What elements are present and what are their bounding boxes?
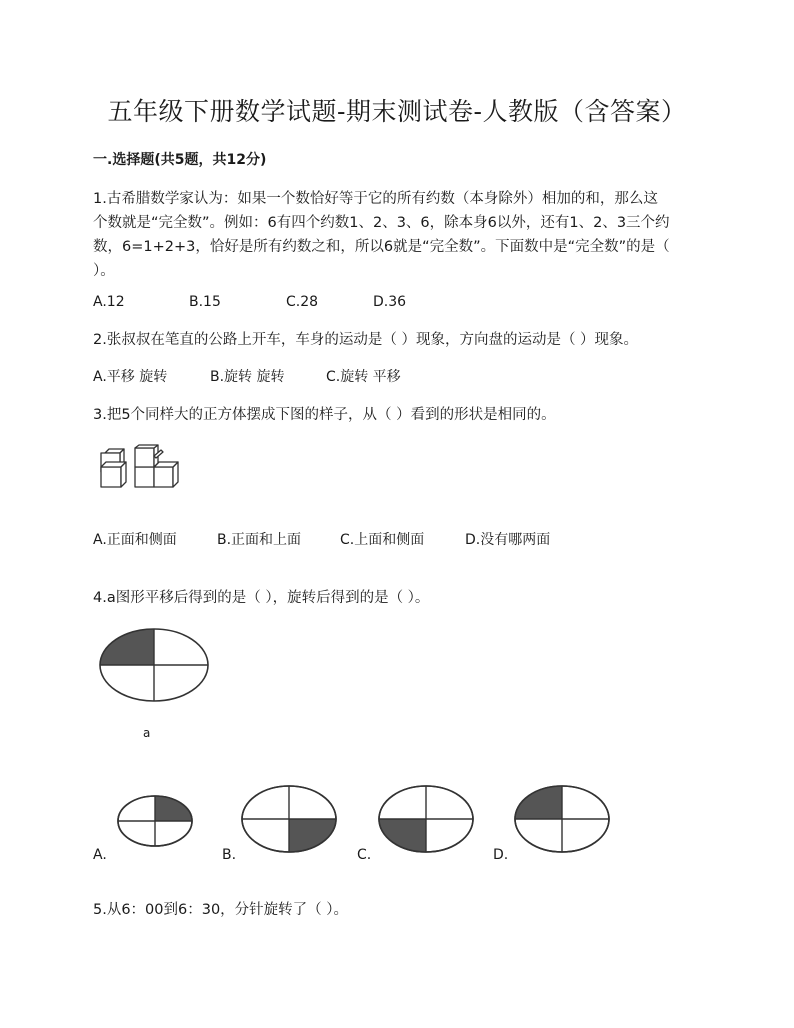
ellipse-option-b [241, 785, 341, 855]
q1-option-b: B.15 [189, 294, 221, 310]
ellipse-figure-a [99, 627, 211, 703]
cube-stack-figure [99, 448, 189, 490]
q1-option-d: D.36 [373, 294, 407, 310]
question-3-text: 3.把5个同样大的正方体摆成下图的样子，从（ ）看到的形状是相同的。 [93, 407, 556, 423]
q4-option-c-label: C. [357, 847, 372, 863]
ellipse-option-d [514, 785, 614, 855]
question-1-line-4: ）。 [93, 263, 115, 279]
question-4-text: 4.a图形平移后得到的是（ ），旋转后得到的是（ ）。 [93, 590, 430, 606]
document-title: 五年级下册数学试题-期末测试卷-人教版（含答案） [107, 97, 687, 126]
question-1-line-2: 个数就是“完全数”。例如：6有四个约数1、2、3、6，除本身6以外，还有1、2、3三个约 [93, 215, 670, 231]
q4-option-d-label: D. [493, 847, 509, 863]
q3-option-d: D.没有哪两面 [465, 532, 551, 548]
ellipse-option-c [378, 785, 478, 855]
question-2-text: 2.张叔叔在笔直的公路上开车，车身的运动是（ ）现象，方向盘的运动是（ ）现象。 [93, 332, 639, 348]
q2-option-a: A.平移 旋转 [93, 369, 168, 385]
figure-a-label: a [143, 726, 151, 740]
q3-option-b: B.正面和上面 [217, 532, 302, 548]
ellipse-option-a [117, 795, 197, 849]
question-1-line-1: 1.古希腊数学家认为：如果一个数恰好等于它的所有约数（本身除外）相加的和，那么这 [93, 191, 658, 207]
q4-option-a-label: A. [93, 847, 107, 863]
q4-option-b-label: B. [222, 847, 237, 863]
q1-option-c: C.28 [286, 294, 319, 310]
q2-option-c: C.旋转 平移 [326, 369, 401, 385]
single-cube [101, 449, 126, 487]
q1-option-a: A.12 [93, 294, 125, 310]
question-1-line-3: 数，6=1+2+3，恰好是所有约数之和，所以6就是“完全数”。下面数中是“完全数”的是（ [93, 239, 670, 255]
cube-group [135, 445, 178, 487]
q3-option-c: C.上面和侧面 [340, 532, 425, 548]
q2-option-b: B.旋转 旋转 [210, 369, 285, 385]
section-heading: 一.选择题(共5题，共12分) [93, 152, 267, 168]
q3-option-a: A.正面和侧面 [93, 532, 177, 548]
question-5-text: 5.从6：00到6：30，分针旋转了（ ）。 [93, 902, 349, 918]
